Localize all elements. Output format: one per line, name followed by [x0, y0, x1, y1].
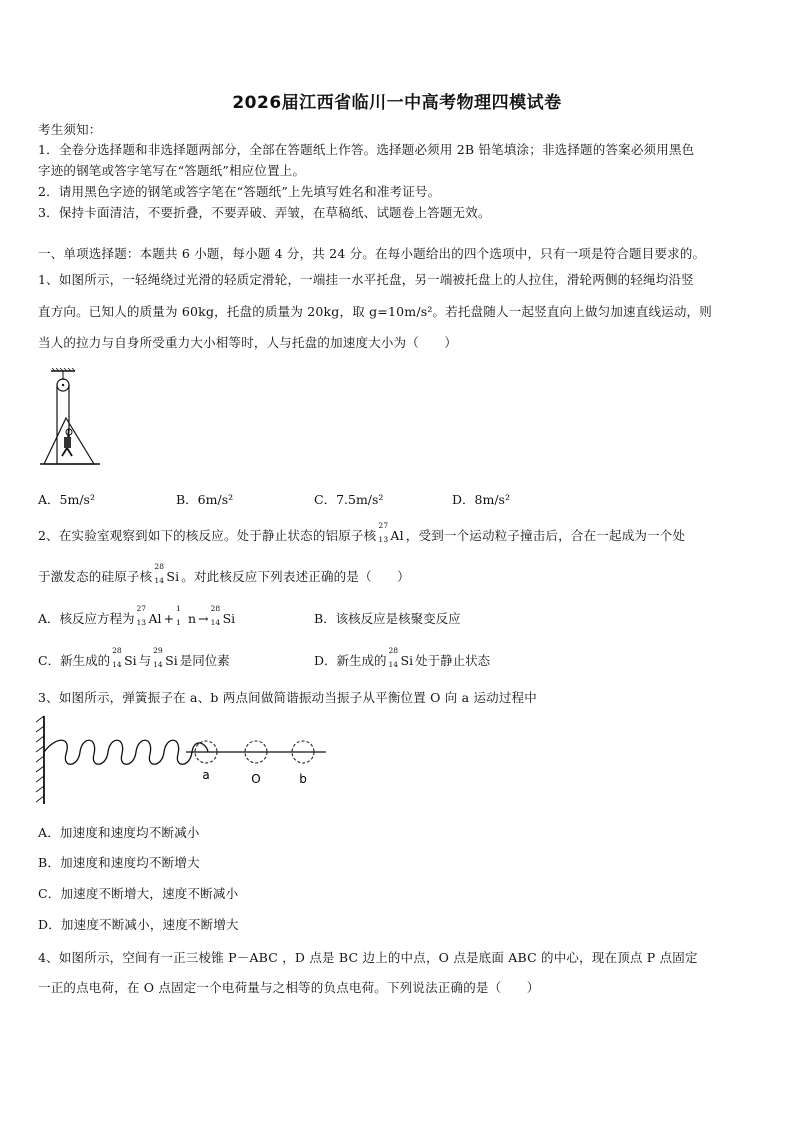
q3-option-a: A．加速度和速度均不断减小 — [38, 825, 200, 840]
q2-option-d-text2: 处于静止状态 — [415, 653, 491, 668]
n-mass-number: 1 — [176, 604, 181, 613]
si28-atomic-number: 14 — [388, 660, 399, 669]
si28-nucleus — [154, 562, 180, 585]
n-charge-number: 1 — [176, 618, 181, 627]
q2-stem-1a: 2、在实验室观察到如下的核反应。处于静止状态的铝原子核 — [38, 528, 377, 543]
al-symbol: Al — [390, 528, 404, 543]
si28-nucleus — [112, 646, 137, 669]
notice-item-1-cont: 字迹的钢笔或答字笔写在“答题纸”相应位置上。 — [38, 163, 306, 178]
si28-mass-number: 28 — [388, 646, 399, 655]
q2-option-c — [38, 646, 230, 669]
si28-symbol: Si — [124, 653, 137, 668]
notice-item-3: 3．保持卡面清洁，不要折叠，不要弄破、弄皱，在草稿纸、试题卷上答题无效。 — [38, 205, 491, 220]
si28-atomic-number: 14 — [112, 660, 122, 669]
q4-stem-2: 一正的点电荷，在 O 点固定一个电荷量与之相等的负点电荷。下列说法正确的是（ ） — [38, 980, 540, 995]
al-mass-number: 27 — [136, 604, 147, 613]
q1-stem-2: 直方向。已知人的质量为 60kg，托盘的质量为 20kg，取 g=10m/s²。若托盘随人一起竖直向上做匀加速直线运动，则 — [38, 304, 712, 319]
q1-stem-3: 当人的拉力与自身所受重力大小相等时，人与托盘的加速度大小为（ ） — [38, 335, 458, 350]
q1-option-b: B．6m/s² — [176, 492, 234, 507]
q2-stem-2a: 于激发态的硅原子核 — [38, 569, 153, 584]
q1-option-c: C．7.5m/s² — [314, 492, 384, 507]
q2-stem-1b: ，受到一个运动粒子撞击后，合在一起成为一个处 — [405, 528, 686, 543]
q3-stem: 3、如图所示，弹簧振子在 a、b 两点间做简谐振动当振子从平衡位置 O 向 a 运动过程中 — [38, 690, 537, 705]
q3-option-c: C．加速度不断增大，速度不断减小 — [38, 886, 239, 901]
si28-symbol: Si — [222, 611, 236, 626]
si29-mass-number: 29 — [153, 646, 163, 655]
q2-stem-2 — [38, 562, 410, 585]
q1-option-d: D．8m/s² — [452, 492, 510, 507]
pulley-diagram — [38, 368, 108, 470]
si29-nucleus — [153, 646, 178, 669]
q2-option-c-text1: C．新生成的 — [38, 653, 111, 668]
si28-nucleus — [388, 646, 414, 669]
q2-stem-1 — [38, 521, 686, 544]
q3-option-b: B．加速度和速度均不断增大 — [38, 855, 200, 870]
si29-atomic-number: 14 — [153, 660, 163, 669]
al-symbol: Al — [148, 611, 162, 626]
si28-mass-number: 28 — [112, 646, 122, 655]
al-atomic-number: 13 — [378, 535, 389, 544]
al-mass-number: 27 — [378, 521, 389, 530]
spring-oscillator-diagram — [36, 712, 336, 808]
q2-option-c-text3: 是同位素 — [179, 653, 230, 668]
q2-option-a-text: A．核反应方程为 — [38, 611, 135, 626]
si28-mass-number: 28 — [210, 604, 221, 613]
al-nucleus — [136, 604, 162, 627]
notice-heading: 考生须知： — [38, 122, 102, 137]
si29-symbol: Si — [165, 653, 178, 668]
plus-sign: + — [163, 611, 175, 626]
si28-mass-number: 28 — [154, 562, 165, 571]
label-o: O — [251, 772, 261, 786]
label-b: b — [299, 772, 307, 786]
q1-option-a: A．5m/s² — [38, 492, 95, 507]
notice-item-1: 1．全卷分选择题和非选择题两部分，全部在答题纸上作答。选择题必须用 2B 铅笔填涂；非选择题的答案必须用黑色 — [38, 142, 695, 157]
si28-symbol: Si — [400, 653, 414, 668]
q2-option-c-text2: 与 — [138, 653, 152, 668]
neutron — [176, 604, 197, 627]
q2-option-d-text1: D．新生成的 — [314, 653, 387, 668]
si28-symbol: Si — [166, 569, 180, 584]
al-nucleus — [378, 521, 404, 544]
si28-nucleus — [210, 604, 236, 627]
q4-stem-1: 4、如图所示，空间有一正三棱锥 P－ABC ，D 点是 BC 边上的中点，O 点是底面 ABC 的中心，现在顶点 P 点固定 — [38, 950, 698, 965]
reaction-arrow: → — [198, 611, 209, 626]
page-title: 2026届江西省临川一中高考物理四模试卷 — [232, 93, 562, 113]
q2-option-b: B．该核反应是核聚变反应 — [314, 611, 461, 626]
n-symbol: n — [188, 611, 197, 626]
si28-atomic-number: 14 — [210, 618, 221, 627]
q2-option-a — [38, 604, 237, 627]
section-heading: 一、单项选择题：本题共 6 小题，每小题 4 分，共 24 分。在每小题给出的四个选项中，只有一项是符合题目要求的。 — [38, 246, 706, 261]
label-a: a — [202, 768, 210, 782]
q1-stem-1: 1、如图所示，一轻绳绕过光滑的轻质定滑轮，一端挂一水平托盘，另一端被托盘上的人拉住，滑轮两侧的轻绳均沿竖 — [38, 272, 694, 287]
al-atomic-number: 13 — [136, 618, 147, 627]
q3-option-d: D．加速度不断减小，速度不断增大 — [38, 917, 239, 932]
si28-atomic-number: 14 — [154, 576, 165, 585]
q2-stem-2b: 。对此核反应下列表述正确的是（ ） — [181, 569, 410, 584]
q2-option-d — [314, 646, 491, 669]
notice-item-2: 2．请用黑色字迹的钢笔或答字笔在“答题纸”上先填写姓名和准考证号。 — [38, 184, 441, 199]
